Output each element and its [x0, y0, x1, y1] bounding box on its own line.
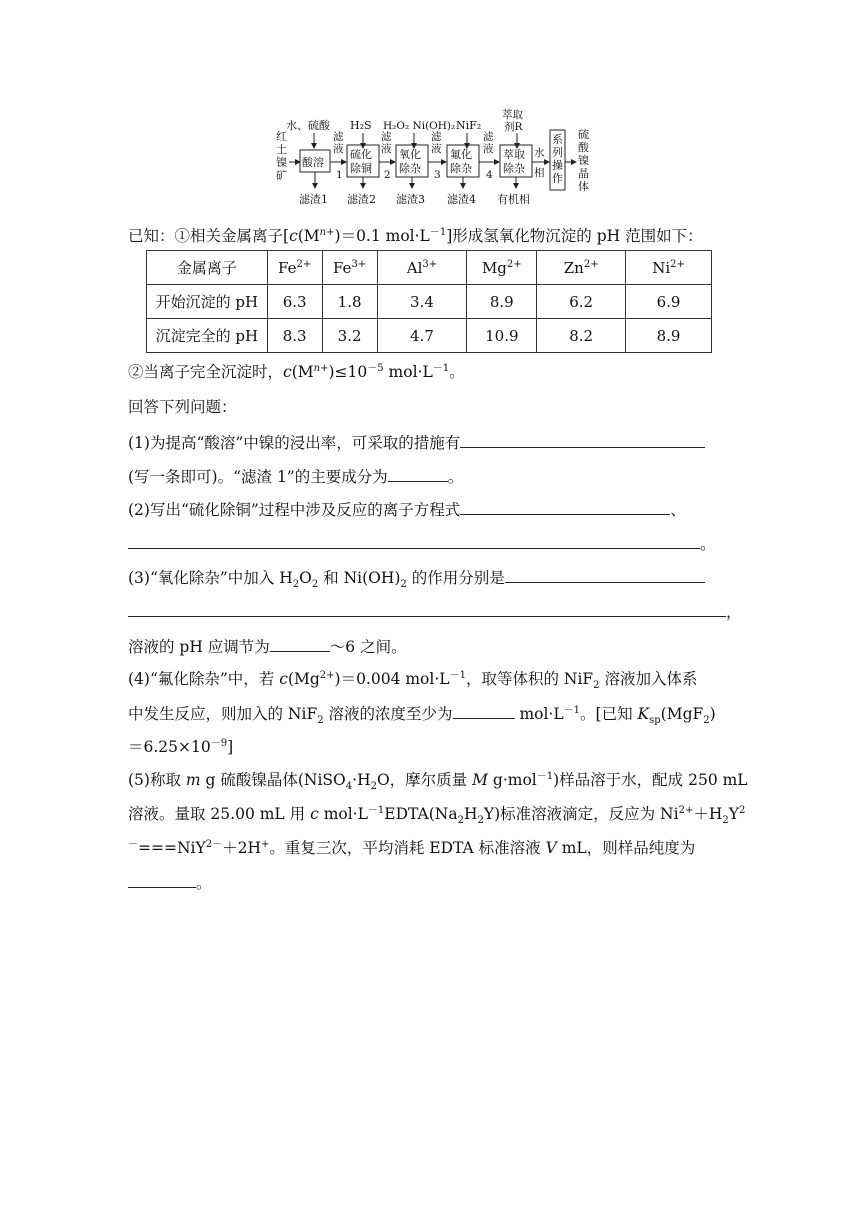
residue-3: 滤渣3 [396, 193, 425, 206]
table-row [147, 319, 712, 353]
question-5-line-4: 。 [128, 872, 212, 893]
table-cell: 8.9 [467, 285, 537, 319]
question-4-line-2: 中发生反应，则加入的 NiF$_2$ 溶液的浓度至少为 $mol\cdot L^{-1}$。[已知 $K_{sp}(MgF_2)$ [128, 704, 716, 727]
filtrate-4: 滤液 4 [483, 131, 494, 181]
box-series: 系列操作 [552, 133, 563, 185]
answer-blank[interactable] [453, 703, 515, 719]
question-5-line-1: (5)称取 m g 硫酸镍晶体($NiSO_4\cdot H_2O$，摩尔质量 M g·mol$^{-1}$)样品溶于水，配成 250 mL [128, 770, 748, 793]
table-cell: 6.3 [267, 285, 322, 319]
answer-blank[interactable] [460, 499, 670, 515]
box-acid: 酸溶 [302, 156, 324, 169]
filtrate-3: 滤液 3 [431, 131, 442, 181]
row-label: 沉淀完全的 pH [147, 319, 268, 353]
table-cell: 4.7 [377, 319, 467, 353]
reagent-acid: 水、硫酸 [286, 119, 330, 132]
question-5-line-2: 溶液。量取 25.00 mL 用 c $mol\cdot L^{-1}EDTA(Na_2H_2Y)$标准溶液滴定，反应为 $Ni^{2+}+H_2Y^2$ [128, 804, 746, 827]
residue-2: 滤渣2 [347, 193, 376, 206]
box-ext: 萃取除杂 [503, 148, 525, 175]
question-2-line-1: (2)写出“硫化除铜”过程中涉及反应的离子方程式 、 [128, 501, 686, 519]
filtrate-1: 滤液 1 [333, 131, 344, 181]
answer-blank[interactable] [505, 567, 705, 583]
ion-zn2: $Zn^{2+}$ [537, 251, 626, 285]
question-3-line-1: (3)“氧化除杂”中加入 $H_2O_2$ 和 $Ni(OH)_2$ 的作用分别是 [128, 567, 705, 588]
table-cell: 6.9 [626, 285, 712, 319]
ore-label: 红土镍矿 [276, 130, 287, 182]
ion-fe3: $Fe^{3+}$ [322, 251, 377, 285]
table-cell: 8.3 [267, 319, 322, 353]
question-2-line-2: 。 [128, 533, 716, 554]
residue-1: 滤渣1 [299, 193, 328, 206]
ion-ni2: $Ni^{2+}$ [626, 251, 712, 285]
answer-blank[interactable] [128, 533, 700, 549]
table-row [147, 285, 712, 319]
reagent-nif2: NiF₂ [456, 119, 482, 132]
box-ox: 氧化除杂 [399, 148, 421, 175]
reagent-oxid: H₂O₂ Ni(OH)₂ [383, 120, 456, 132]
table-header-label: 金属离子 [147, 251, 268, 285]
table-cell: 6.2 [537, 285, 626, 319]
water-phase: 水相 [534, 147, 545, 179]
question-1-line-2: (写一条即可)。“滤渣 1”的主要成分为 。 [128, 468, 464, 486]
table-cell: 8.2 [537, 319, 626, 353]
question-3-line-3: 溶液的 pH 应调节为 ～6 之间。 [128, 638, 407, 656]
table-cell: 1.8 [322, 285, 377, 319]
answer-blank[interactable] [128, 601, 726, 617]
answer-intro: 回答下列问题： [128, 398, 237, 416]
reagent-h2s: H₂S [350, 119, 372, 132]
question-1-line-1: (1)为提高“酸溶”中镍的浸出率，可采取的措施有 [128, 432, 705, 453]
answer-blank[interactable] [460, 432, 705, 448]
product-label: 硫酸镍晶体 [578, 128, 589, 193]
residue-organic: 有机相 [497, 193, 530, 206]
answer-blank[interactable] [270, 636, 330, 652]
answer-blank[interactable] [388, 466, 448, 482]
reagent-extract: 萃取剂R [502, 109, 523, 133]
known-1: 已知：①相关金属离子[$c(M^{n+})=0.1$ $mol\cdot L^{-1}$]形成氢氧化物沉淀的 pH 范围如下： [128, 226, 703, 245]
ion-fe2: $Fe^{2+}$ [267, 251, 322, 285]
ion-al3: $Al^{3+}$ [377, 251, 467, 285]
residue-4: 滤渣4 [447, 193, 476, 206]
ph-table [146, 250, 712, 353]
question-3-line-2: ， [128, 601, 742, 622]
filtrate-2: 滤液 2 [381, 131, 392, 181]
box-cu: 硫化除铜 [350, 148, 372, 175]
question-4-line-3: $=6.25\times 10^{-9}$] [128, 737, 234, 756]
row-label: 开始沉淀的 pH [147, 285, 268, 319]
ion-mg2: $Mg^{2+}$ [467, 251, 537, 285]
answer-blank[interactable] [128, 872, 196, 888]
table-cell: 3.4 [377, 285, 467, 319]
table-cell: 8.9 [626, 319, 712, 353]
box-f: 氟化除杂 [450, 148, 472, 175]
table-cell: 10.9 [467, 319, 537, 353]
known-2: ②当离子完全沉淀时，$c(M^{n+})\le 10^{-5}$ $mol\cdot L^{-1}$。 [128, 362, 465, 381]
question-4-line-1: (4)“氟化除杂”中，若 $c(Mg^{2+})=0.004$ $mol\cdot L^{-1}$，取等体积的 NiF$_2$ 溶液加入体系 [128, 669, 698, 692]
table-header-row [147, 251, 712, 285]
table-cell: 3.2 [322, 319, 377, 353]
question-5-line-3: －===NiY$^{2-}$＋2H+。重复三次，平均消耗 EDTA 标准溶液 V mL，则样品纯度为 [128, 838, 696, 857]
process-flowchart [0, 0, 860, 215]
